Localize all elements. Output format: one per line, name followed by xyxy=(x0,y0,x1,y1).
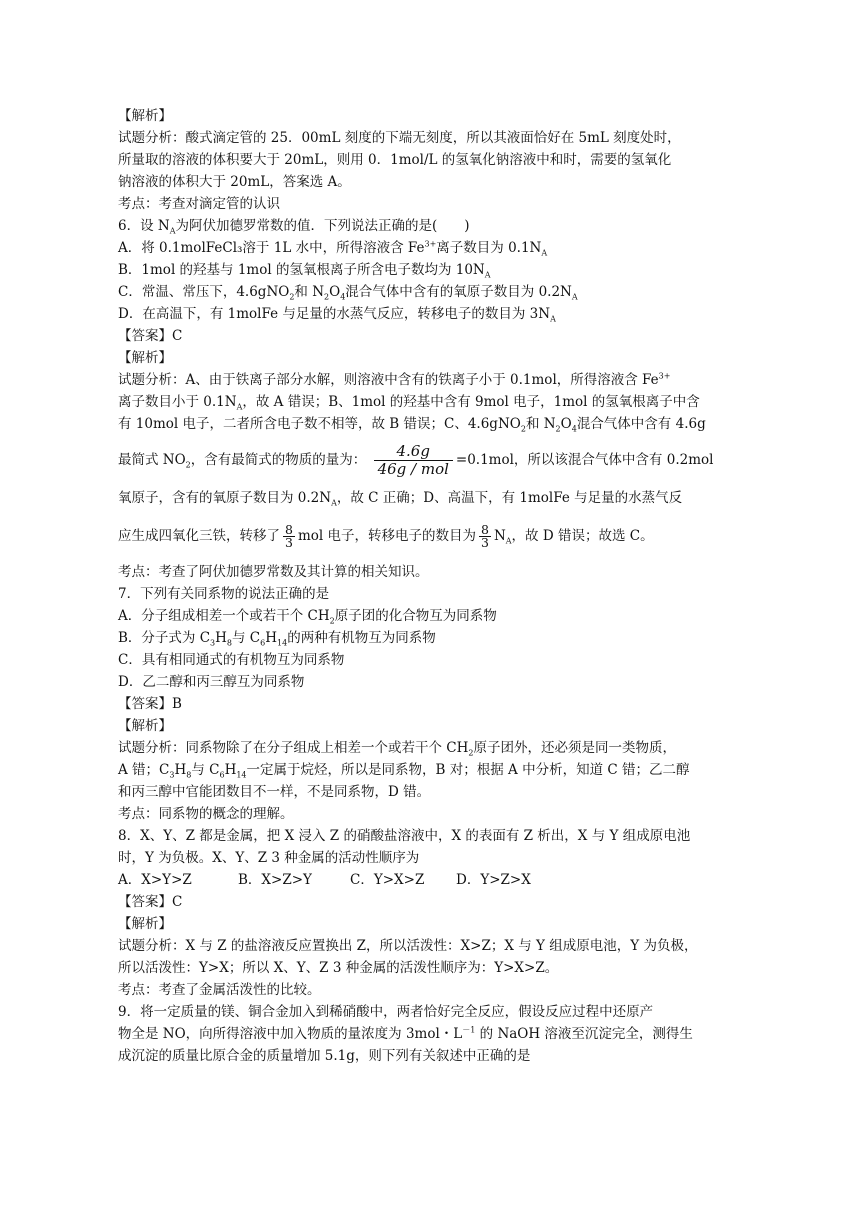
analysis-text: 离子数目小于 $0.1N_A$，故 A 错误；B、1mol 的羟基中含有 9mol 电子，1mol 的氢氧根离子中含 xyxy=(118,394,700,412)
analysis-heading: 【解析】 xyxy=(118,108,172,124)
analysis-text: 所量取的溶液的体积要大于 20mL，则用 0．1mol/L 的氢氧化钠溶液中和时，需要的氢氧化 xyxy=(118,152,672,168)
knowledge-point: 考点：同系物的概念的理解。 xyxy=(118,806,294,822)
option-d: D．乙二醇和丙三醇互为同系物 xyxy=(118,674,305,690)
fraction-formula: $\frac{4.6g}{\text{46g / mol}}$ xyxy=(374,443,453,478)
option-a: A．X>Y>Z xyxy=(118,872,192,888)
fraction-formula: $\frac{8}{3}$ xyxy=(481,521,489,550)
analysis-text: 试题分析：酸式滴定管的 25．00mL 刻度的下端无刻度，所以其液面恰好在 5mL 刻度处时， xyxy=(118,130,681,146)
option-b: B．1mol 的羟基与 1mol 的氢氧根离子所含电子数均为 $10N_A$ xyxy=(118,262,491,280)
option-a: A．将 0.1molFeCl₃溶于 1L 水中，所得溶液含 $Fe^{3+}$离子数目为 $0.1N_A$ xyxy=(118,239,548,258)
question-stem: 成沉淀的质量比原合金的质量增加 5.1g，则下列有关叙述中正确的是 xyxy=(118,1048,531,1064)
question-stem: 物全是 NO，向所得溶液中加入物质的量浓度为 3mol・$L^{-1}$ 的 NaOH 溶液至沉淀完全，测得生 xyxy=(118,1025,693,1042)
analysis-text: A 错；$C_3H_8$与 $C_6H_{14}$一定属于烷烃，所以是同系物，B 对；根据 A 中分析，知道 C 错；乙二醇 xyxy=(118,762,690,780)
analysis-heading: 【解析】 xyxy=(118,350,172,366)
answer: 【答案】C xyxy=(118,894,183,910)
analysis-text: 试题分析：同系物除了在分子组成上相差一个或若干个 $CH_2$原子团外，还必须是同一类物质， xyxy=(118,740,676,758)
answer: 【答案】C xyxy=(118,328,183,344)
option-b: B．X>Z>Y xyxy=(238,872,312,888)
option-d: D．Y>Z>X xyxy=(456,872,531,888)
analysis-heading: 【解析】 xyxy=(118,916,172,932)
analysis-text: 应生成四氧化三铁，转移了 $\frac{8}{3}$ mol 电子，转移电子的数目为 $\frac{8}{3}$ $N_A$，故 D 错误；故选 C。 xyxy=(118,521,654,550)
option-c: C．常温、常压下，4.6gNO$_2$和 $N_2O_4$混合气体中含有的氧原子数目为 $0.2N_A$ xyxy=(118,284,578,302)
option-c: C．具有相同通式的有机物互为同系物 xyxy=(118,652,345,668)
option-a: A．分子组成相差一个或若干个 $CH_2$原子团的化合物互为同系物 xyxy=(118,608,497,626)
document-body xyxy=(118,105,740,1067)
question-stem: 6．设 $N_A$为阿伏加德罗常数的值．下列说法正确的是( ) xyxy=(118,218,470,236)
option-b: B．分子式为 $C_3H_8$与 $C_6H_{14}$的两种有机物互为同系物 xyxy=(118,630,436,648)
analysis-text: 和丙三醇中官能团数目不一样，不是同系物，D 错。 xyxy=(118,784,431,800)
knowledge-point: 考点：考查对滴定管的认识 xyxy=(118,196,280,212)
option-d: D．在高温下，有 1molFe 与足量的水蒸气反应，转移电子的数目为 $3N_A$ xyxy=(118,306,556,324)
question-stem: 9．将一定质量的镁、铜合金加入到稀硝酸中，两者恰好完全反应，假设反应过程中还原产 xyxy=(118,1004,654,1020)
knowledge-point: 考点：考查了金属活泼性的比较。 xyxy=(118,982,321,998)
analysis-text: 试题分析：A、由于铁离子部分水解，则溶液中含有的铁离子小于 0.1mol，所得溶液含 $Fe^{3+}$ xyxy=(118,371,671,388)
analysis-text: 试题分析：X 与 Z 的盐溶液反应置换出 Z，所以活泼性：X>Z；X 与 Y 组成原电池，Y 为负极， xyxy=(118,938,698,954)
fraction-formula: $\frac{8}{3}$ xyxy=(285,521,293,550)
analysis-text: 最简式 $NO_2$，含有最简式的物质的量为： $\frac{4.6g}{\text{46g / mol}}$ =0.1mol，所以该混合气体中含有 0.2mol xyxy=(118,442,714,478)
question-stem: 7．下列有关同系物的说法正确的是 xyxy=(118,586,330,602)
question-stem: 时，Y 为负极。X、Y、Z 3 种金属的活动性顺序为 xyxy=(118,850,420,866)
options-row xyxy=(118,869,740,891)
analysis-text: 钠溶液的体积大于 20mL，答案选 A。 xyxy=(118,174,351,190)
analysis-text: 有 10mol 电子，二者所含电子数不相等，故 B 错误；C、4.6gNO$_2$和 $N_2O_4$混合气体中含有 4.6g xyxy=(118,416,706,434)
analysis-heading: 【解析】 xyxy=(118,718,172,734)
analysis-text: 氧原子，含有的氧原子数目为 $0.2N_A$，故 C 正确；D、高温下，有 1molFe 与足量的水蒸气反 xyxy=(118,490,683,508)
analysis-text: 所以活泼性：Y>X；所以 X、Y、Z 3 种金属的活泼性顺序为：Y>X>Z。 xyxy=(118,960,559,976)
question-stem: 8．X、Y、Z 都是金属，把 X 浸入 Z 的硝酸盐溶液中，X 的表面有 Z 析出，X 与 Y 组成原电池 xyxy=(118,828,691,844)
option-c: C．Y>X>Z xyxy=(350,872,425,888)
answer: 【答案】B xyxy=(118,696,182,712)
knowledge-point: 考点：考查了阿伏加德罗常数及其计算的相关知识。 xyxy=(118,564,429,580)
